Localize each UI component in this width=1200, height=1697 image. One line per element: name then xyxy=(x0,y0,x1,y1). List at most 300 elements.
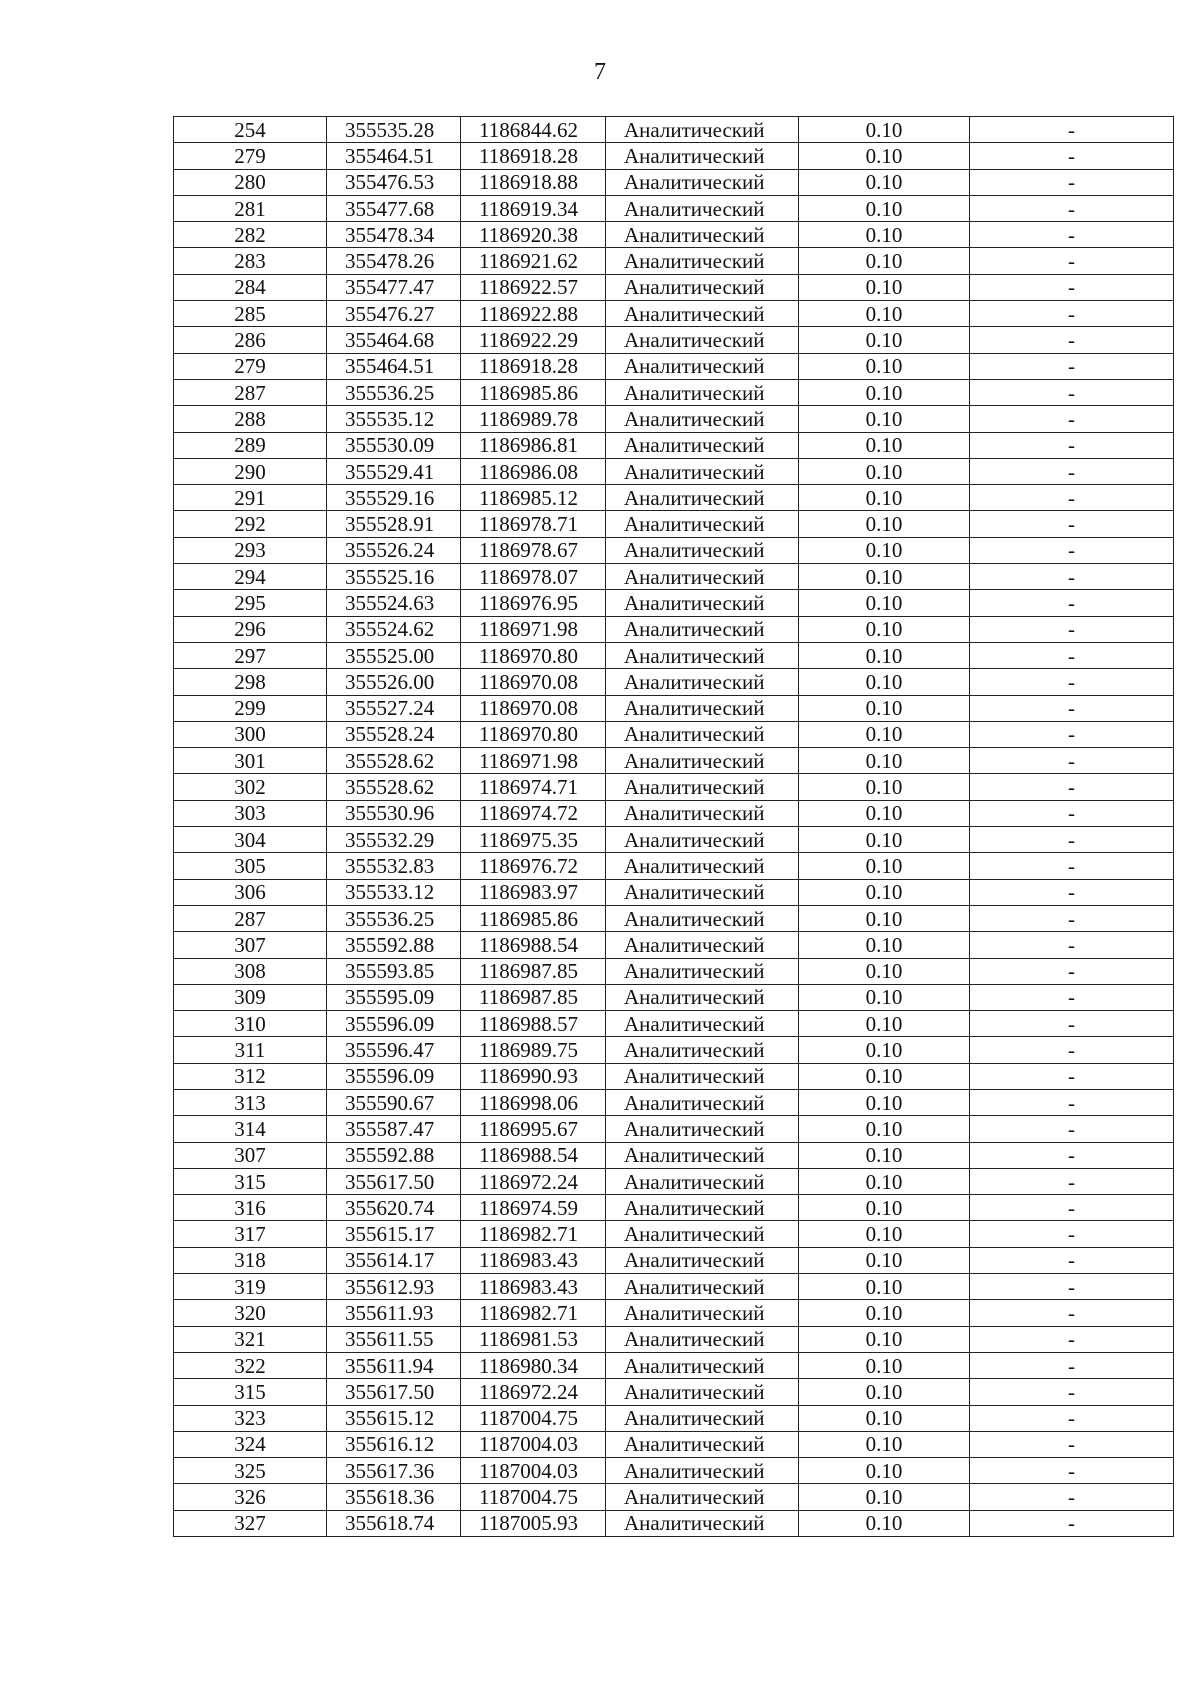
note-cell: - xyxy=(970,1195,1174,1221)
y-coordinate-cell: 1186922.57 xyxy=(461,274,606,300)
method-cell: Аналитический xyxy=(606,1089,799,1115)
point-number-cell: 292 xyxy=(174,511,327,537)
accuracy-cell: 0.10 xyxy=(799,301,970,327)
table-row xyxy=(174,274,1174,300)
table-row xyxy=(174,1037,1174,1063)
accuracy-cell: 0.10 xyxy=(799,748,970,774)
note-cell: - xyxy=(970,642,1174,668)
x-coordinate-cell: 355476.27 xyxy=(327,301,461,327)
point-number-cell: 322 xyxy=(174,1352,327,1378)
y-coordinate-cell: 1186974.72 xyxy=(461,800,606,826)
point-number-cell: 289 xyxy=(174,432,327,458)
method-cell: Аналитический xyxy=(606,564,799,590)
x-coordinate-cell: 355618.36 xyxy=(327,1484,461,1510)
method-cell: Аналитический xyxy=(606,537,799,563)
method-cell: Аналитический xyxy=(606,669,799,695)
table-row xyxy=(174,248,1174,274)
x-coordinate-cell: 355529.41 xyxy=(327,458,461,484)
table-row xyxy=(174,1116,1174,1142)
note-cell: - xyxy=(970,984,1174,1010)
point-number-cell: 301 xyxy=(174,748,327,774)
y-coordinate-cell: 1186988.57 xyxy=(461,1011,606,1037)
y-coordinate-cell: 1186985.86 xyxy=(461,379,606,405)
table-row xyxy=(174,1431,1174,1457)
note-cell: - xyxy=(970,353,1174,379)
y-coordinate-cell: 1186976.95 xyxy=(461,590,606,616)
x-coordinate-cell: 355528.91 xyxy=(327,511,461,537)
y-coordinate-cell: 1186983.97 xyxy=(461,879,606,905)
x-coordinate-cell: 355611.94 xyxy=(327,1352,461,1378)
x-coordinate-cell: 355536.25 xyxy=(327,379,461,405)
method-cell: Аналитический xyxy=(606,800,799,826)
point-number-cell: 303 xyxy=(174,800,327,826)
table-row xyxy=(174,143,1174,169)
method-cell: Аналитический xyxy=(606,1168,799,1194)
accuracy-cell: 0.10 xyxy=(799,958,970,984)
point-number-cell: 282 xyxy=(174,222,327,248)
point-number-cell: 317 xyxy=(174,1221,327,1247)
accuracy-cell: 0.10 xyxy=(799,853,970,879)
note-cell: - xyxy=(970,958,1174,984)
y-coordinate-cell: 1186970.08 xyxy=(461,669,606,695)
point-number-cell: 318 xyxy=(174,1247,327,1273)
note-cell: - xyxy=(970,748,1174,774)
accuracy-cell: 0.10 xyxy=(799,695,970,721)
accuracy-cell: 0.10 xyxy=(799,1247,970,1273)
note-cell: - xyxy=(970,1431,1174,1457)
point-number-cell: 296 xyxy=(174,616,327,642)
y-coordinate-cell: 1186982.71 xyxy=(461,1221,606,1247)
table-row xyxy=(174,616,1174,642)
method-cell: Аналитический xyxy=(606,169,799,195)
note-cell: - xyxy=(970,274,1174,300)
point-number-cell: 287 xyxy=(174,379,327,405)
note-cell: - xyxy=(970,327,1174,353)
method-cell: Аналитический xyxy=(606,143,799,169)
table-row xyxy=(174,169,1174,195)
accuracy-cell: 0.10 xyxy=(799,274,970,300)
note-cell: - xyxy=(970,695,1174,721)
x-coordinate-cell: 355592.88 xyxy=(327,1142,461,1168)
note-cell: - xyxy=(970,932,1174,958)
accuracy-cell: 0.10 xyxy=(799,984,970,1010)
y-coordinate-cell: 1186995.67 xyxy=(461,1116,606,1142)
y-coordinate-cell: 1186919.34 xyxy=(461,195,606,221)
table-row xyxy=(174,1142,1174,1168)
table-row xyxy=(174,537,1174,563)
note-cell: - xyxy=(970,1037,1174,1063)
y-coordinate-cell: 1186986.08 xyxy=(461,458,606,484)
note-cell: - xyxy=(970,222,1174,248)
method-cell: Аналитический xyxy=(606,117,799,143)
y-coordinate-cell: 1186971.98 xyxy=(461,616,606,642)
accuracy-cell: 0.10 xyxy=(799,511,970,537)
accuracy-cell: 0.10 xyxy=(799,564,970,590)
method-cell: Аналитический xyxy=(606,1352,799,1378)
y-coordinate-cell: 1186978.07 xyxy=(461,564,606,590)
y-coordinate-cell: 1186970.80 xyxy=(461,721,606,747)
note-cell: - xyxy=(970,564,1174,590)
note-cell: - xyxy=(970,774,1174,800)
table-row xyxy=(174,301,1174,327)
point-number-cell: 287 xyxy=(174,905,327,931)
table-row xyxy=(174,1063,1174,1089)
point-number-cell: 279 xyxy=(174,143,327,169)
y-coordinate-cell: 1186983.43 xyxy=(461,1247,606,1273)
x-coordinate-cell: 355528.24 xyxy=(327,721,461,747)
note-cell: - xyxy=(970,800,1174,826)
note-cell: - xyxy=(970,905,1174,931)
point-number-cell: 320 xyxy=(174,1300,327,1326)
y-coordinate-cell: 1186918.28 xyxy=(461,353,606,379)
y-coordinate-cell: 1186922.29 xyxy=(461,327,606,353)
method-cell: Аналитический xyxy=(606,721,799,747)
y-coordinate-cell: 1186970.80 xyxy=(461,642,606,668)
accuracy-cell: 0.10 xyxy=(799,195,970,221)
note-cell: - xyxy=(970,1221,1174,1247)
table-row xyxy=(174,748,1174,774)
note-cell: - xyxy=(970,1168,1174,1194)
y-coordinate-cell: 1186988.54 xyxy=(461,932,606,958)
method-cell: Аналитический xyxy=(606,748,799,774)
table-row xyxy=(174,642,1174,668)
y-coordinate-cell: 1186985.86 xyxy=(461,905,606,931)
y-coordinate-cell: 1186982.71 xyxy=(461,1300,606,1326)
x-coordinate-cell: 355526.24 xyxy=(327,537,461,563)
table-row xyxy=(174,1300,1174,1326)
x-coordinate-cell: 355595.09 xyxy=(327,984,461,1010)
table-row xyxy=(174,669,1174,695)
x-coordinate-cell: 355617.50 xyxy=(327,1168,461,1194)
point-number-cell: 294 xyxy=(174,564,327,590)
accuracy-cell: 0.10 xyxy=(799,1116,970,1142)
method-cell: Аналитический xyxy=(606,1116,799,1142)
table-row xyxy=(174,1221,1174,1247)
point-number-cell: 315 xyxy=(174,1379,327,1405)
note-cell: - xyxy=(970,406,1174,432)
x-coordinate-cell: 355478.26 xyxy=(327,248,461,274)
note-cell: - xyxy=(970,537,1174,563)
accuracy-cell: 0.10 xyxy=(799,458,970,484)
x-coordinate-cell: 355464.51 xyxy=(327,353,461,379)
y-coordinate-cell: 1186983.43 xyxy=(461,1274,606,1300)
note-cell: - xyxy=(970,827,1174,853)
accuracy-cell: 0.10 xyxy=(799,327,970,353)
x-coordinate-cell: 355527.24 xyxy=(327,695,461,721)
note-cell: - xyxy=(970,1011,1174,1037)
accuracy-cell: 0.10 xyxy=(799,222,970,248)
point-number-cell: 281 xyxy=(174,195,327,221)
accuracy-cell: 0.10 xyxy=(799,905,970,931)
y-coordinate-cell: 1186974.71 xyxy=(461,774,606,800)
x-coordinate-cell: 355587.47 xyxy=(327,1116,461,1142)
accuracy-cell: 0.10 xyxy=(799,774,970,800)
accuracy-cell: 0.10 xyxy=(799,1168,970,1194)
accuracy-cell: 0.10 xyxy=(799,1405,970,1431)
accuracy-cell: 0.10 xyxy=(799,379,970,405)
y-coordinate-cell: 1186972.24 xyxy=(461,1379,606,1405)
point-number-cell: 309 xyxy=(174,984,327,1010)
method-cell: Аналитический xyxy=(606,1274,799,1300)
table-row xyxy=(174,1168,1174,1194)
accuracy-cell: 0.10 xyxy=(799,669,970,695)
method-cell: Аналитический xyxy=(606,616,799,642)
note-cell: - xyxy=(970,590,1174,616)
method-cell: Аналитический xyxy=(606,695,799,721)
table-row xyxy=(174,1195,1174,1221)
y-coordinate-cell: 1187004.03 xyxy=(461,1458,606,1484)
point-number-cell: 325 xyxy=(174,1458,327,1484)
table-row xyxy=(174,222,1174,248)
point-number-cell: 288 xyxy=(174,406,327,432)
method-cell: Аналитический xyxy=(606,905,799,931)
x-coordinate-cell: 355476.53 xyxy=(327,169,461,195)
method-cell: Аналитический xyxy=(606,379,799,405)
method-cell: Аналитический xyxy=(606,642,799,668)
note-cell: - xyxy=(970,1274,1174,1300)
point-number-cell: 321 xyxy=(174,1326,327,1352)
method-cell: Аналитический xyxy=(606,432,799,458)
method-cell: Аналитический xyxy=(606,1510,799,1536)
note-cell: - xyxy=(970,458,1174,484)
note-cell: - xyxy=(970,1247,1174,1273)
method-cell: Аналитический xyxy=(606,1142,799,1168)
table-row xyxy=(174,984,1174,1010)
y-coordinate-cell: 1186970.08 xyxy=(461,695,606,721)
table-row xyxy=(174,590,1174,616)
y-coordinate-cell: 1186998.06 xyxy=(461,1089,606,1115)
accuracy-cell: 0.10 xyxy=(799,590,970,616)
x-coordinate-cell: 355532.29 xyxy=(327,827,461,853)
point-number-cell: 310 xyxy=(174,1011,327,1037)
x-coordinate-cell: 355478.34 xyxy=(327,222,461,248)
table-row xyxy=(174,1089,1174,1115)
method-cell: Аналитический xyxy=(606,1247,799,1273)
x-coordinate-cell: 355524.63 xyxy=(327,590,461,616)
y-coordinate-cell: 1186981.53 xyxy=(461,1326,606,1352)
table-row xyxy=(174,721,1174,747)
point-number-cell: 312 xyxy=(174,1063,327,1089)
x-coordinate-cell: 355596.09 xyxy=(327,1063,461,1089)
table-row xyxy=(174,827,1174,853)
method-cell: Аналитический xyxy=(606,1405,799,1431)
point-number-cell: 290 xyxy=(174,458,327,484)
point-number-cell: 297 xyxy=(174,642,327,668)
y-coordinate-cell: 1186990.93 xyxy=(461,1063,606,1089)
method-cell: Аналитический xyxy=(606,353,799,379)
note-cell: - xyxy=(970,1379,1174,1405)
method-cell: Аналитический xyxy=(606,195,799,221)
method-cell: Аналитический xyxy=(606,1379,799,1405)
accuracy-cell: 0.10 xyxy=(799,1510,970,1536)
table-row xyxy=(174,511,1174,537)
table-row xyxy=(174,1326,1174,1352)
y-coordinate-cell: 1186844.62 xyxy=(461,117,606,143)
note-cell: - xyxy=(970,1300,1174,1326)
note-cell: - xyxy=(970,143,1174,169)
x-coordinate-cell: 355592.88 xyxy=(327,932,461,958)
note-cell: - xyxy=(970,1063,1174,1089)
note-cell: - xyxy=(970,301,1174,327)
method-cell: Аналитический xyxy=(606,327,799,353)
point-number-cell: 284 xyxy=(174,274,327,300)
x-coordinate-cell: 355535.28 xyxy=(327,117,461,143)
table-row xyxy=(174,1274,1174,1300)
table-row xyxy=(174,1352,1174,1378)
x-coordinate-cell: 355536.25 xyxy=(327,905,461,931)
note-cell: - xyxy=(970,485,1174,511)
point-number-cell: 302 xyxy=(174,774,327,800)
x-coordinate-cell: 355477.47 xyxy=(327,274,461,300)
point-number-cell: 324 xyxy=(174,1431,327,1457)
point-number-cell: 315 xyxy=(174,1168,327,1194)
table-row xyxy=(174,932,1174,958)
coordinates-table-body xyxy=(174,117,1174,1537)
y-coordinate-cell: 1186989.75 xyxy=(461,1037,606,1063)
accuracy-cell: 0.10 xyxy=(799,642,970,668)
x-coordinate-cell: 355620.74 xyxy=(327,1195,461,1221)
point-number-cell: 314 xyxy=(174,1116,327,1142)
point-number-cell: 326 xyxy=(174,1484,327,1510)
table-row xyxy=(174,485,1174,511)
accuracy-cell: 0.10 xyxy=(799,1142,970,1168)
table-row xyxy=(174,1405,1174,1431)
x-coordinate-cell: 355617.50 xyxy=(327,1379,461,1405)
table-row xyxy=(174,1247,1174,1273)
table-row xyxy=(174,905,1174,931)
point-number-cell: 306 xyxy=(174,879,327,905)
note-cell: - xyxy=(970,195,1174,221)
note-cell: - xyxy=(970,432,1174,458)
point-number-cell: 285 xyxy=(174,301,327,327)
x-coordinate-cell: 355611.55 xyxy=(327,1326,461,1352)
table-row xyxy=(174,1510,1174,1536)
accuracy-cell: 0.10 xyxy=(799,1063,970,1089)
accuracy-cell: 0.10 xyxy=(799,1326,970,1352)
method-cell: Аналитический xyxy=(606,1458,799,1484)
y-coordinate-cell: 1187004.03 xyxy=(461,1431,606,1457)
coordinates-table xyxy=(173,116,1174,1537)
point-number-cell: 305 xyxy=(174,853,327,879)
accuracy-cell: 0.10 xyxy=(799,616,970,642)
x-coordinate-cell: 355596.09 xyxy=(327,1011,461,1037)
table-row xyxy=(174,458,1174,484)
note-cell: - xyxy=(970,1484,1174,1510)
note-cell: - xyxy=(970,616,1174,642)
accuracy-cell: 0.10 xyxy=(799,143,970,169)
table-row xyxy=(174,853,1174,879)
note-cell: - xyxy=(970,1326,1174,1352)
point-number-cell: 313 xyxy=(174,1089,327,1115)
accuracy-cell: 0.10 xyxy=(799,1352,970,1378)
x-coordinate-cell: 355528.62 xyxy=(327,774,461,800)
table-row xyxy=(174,379,1174,405)
point-number-cell: 304 xyxy=(174,827,327,853)
method-cell: Аналитический xyxy=(606,1484,799,1510)
y-coordinate-cell: 1186921.62 xyxy=(461,248,606,274)
x-coordinate-cell: 355535.12 xyxy=(327,406,461,432)
x-coordinate-cell: 355612.93 xyxy=(327,1274,461,1300)
accuracy-cell: 0.10 xyxy=(799,1195,970,1221)
accuracy-cell: 0.10 xyxy=(799,1221,970,1247)
y-coordinate-cell: 1187004.75 xyxy=(461,1484,606,1510)
y-coordinate-cell: 1186989.78 xyxy=(461,406,606,432)
table-row xyxy=(174,432,1174,458)
note-cell: - xyxy=(970,379,1174,405)
table-row xyxy=(174,117,1174,143)
method-cell: Аналитический xyxy=(606,1011,799,1037)
method-cell: Аналитический xyxy=(606,222,799,248)
x-coordinate-cell: 355464.68 xyxy=(327,327,461,353)
point-number-cell: 300 xyxy=(174,721,327,747)
note-cell: - xyxy=(970,1142,1174,1168)
note-cell: - xyxy=(970,1405,1174,1431)
accuracy-cell: 0.10 xyxy=(799,485,970,511)
table-row xyxy=(174,695,1174,721)
y-coordinate-cell: 1187005.93 xyxy=(461,1510,606,1536)
point-number-cell: 298 xyxy=(174,669,327,695)
x-coordinate-cell: 355530.09 xyxy=(327,432,461,458)
method-cell: Аналитический xyxy=(606,958,799,984)
x-coordinate-cell: 355615.17 xyxy=(327,1221,461,1247)
table-row xyxy=(174,774,1174,800)
point-number-cell: 254 xyxy=(174,117,327,143)
accuracy-cell: 0.10 xyxy=(799,932,970,958)
accuracy-cell: 0.10 xyxy=(799,827,970,853)
table-row xyxy=(174,195,1174,221)
method-cell: Аналитический xyxy=(606,485,799,511)
accuracy-cell: 0.10 xyxy=(799,248,970,274)
method-cell: Аналитический xyxy=(606,406,799,432)
point-number-cell: 316 xyxy=(174,1195,327,1221)
table-row xyxy=(174,1484,1174,1510)
table-row xyxy=(174,406,1174,432)
y-coordinate-cell: 1186972.24 xyxy=(461,1168,606,1194)
method-cell: Аналитический xyxy=(606,1221,799,1247)
accuracy-cell: 0.10 xyxy=(799,169,970,195)
accuracy-cell: 0.10 xyxy=(799,1037,970,1063)
point-number-cell: 323 xyxy=(174,1405,327,1431)
accuracy-cell: 0.10 xyxy=(799,1089,970,1115)
point-number-cell: 283 xyxy=(174,248,327,274)
y-coordinate-cell: 1186974.59 xyxy=(461,1195,606,1221)
method-cell: Аналитический xyxy=(606,827,799,853)
method-cell: Аналитический xyxy=(606,984,799,1010)
table-row xyxy=(174,327,1174,353)
table-row xyxy=(174,564,1174,590)
y-coordinate-cell: 1186971.98 xyxy=(461,748,606,774)
y-coordinate-cell: 1186986.81 xyxy=(461,432,606,458)
accuracy-cell: 0.10 xyxy=(799,1300,970,1326)
method-cell: Аналитический xyxy=(606,511,799,537)
y-coordinate-cell: 1186987.85 xyxy=(461,984,606,1010)
accuracy-cell: 0.10 xyxy=(799,1484,970,1510)
x-coordinate-cell: 355614.17 xyxy=(327,1247,461,1273)
accuracy-cell: 0.10 xyxy=(799,1379,970,1405)
method-cell: Аналитический xyxy=(606,853,799,879)
table-row xyxy=(174,958,1174,984)
table-row xyxy=(174,1011,1174,1037)
method-cell: Аналитический xyxy=(606,1195,799,1221)
x-coordinate-cell: 355533.12 xyxy=(327,879,461,905)
x-coordinate-cell: 355525.16 xyxy=(327,564,461,590)
y-coordinate-cell: 1186918.28 xyxy=(461,143,606,169)
y-coordinate-cell: 1186985.12 xyxy=(461,485,606,511)
note-cell: - xyxy=(970,879,1174,905)
x-coordinate-cell: 355616.12 xyxy=(327,1431,461,1457)
note-cell: - xyxy=(970,1510,1174,1536)
y-coordinate-cell: 1186978.71 xyxy=(461,511,606,537)
